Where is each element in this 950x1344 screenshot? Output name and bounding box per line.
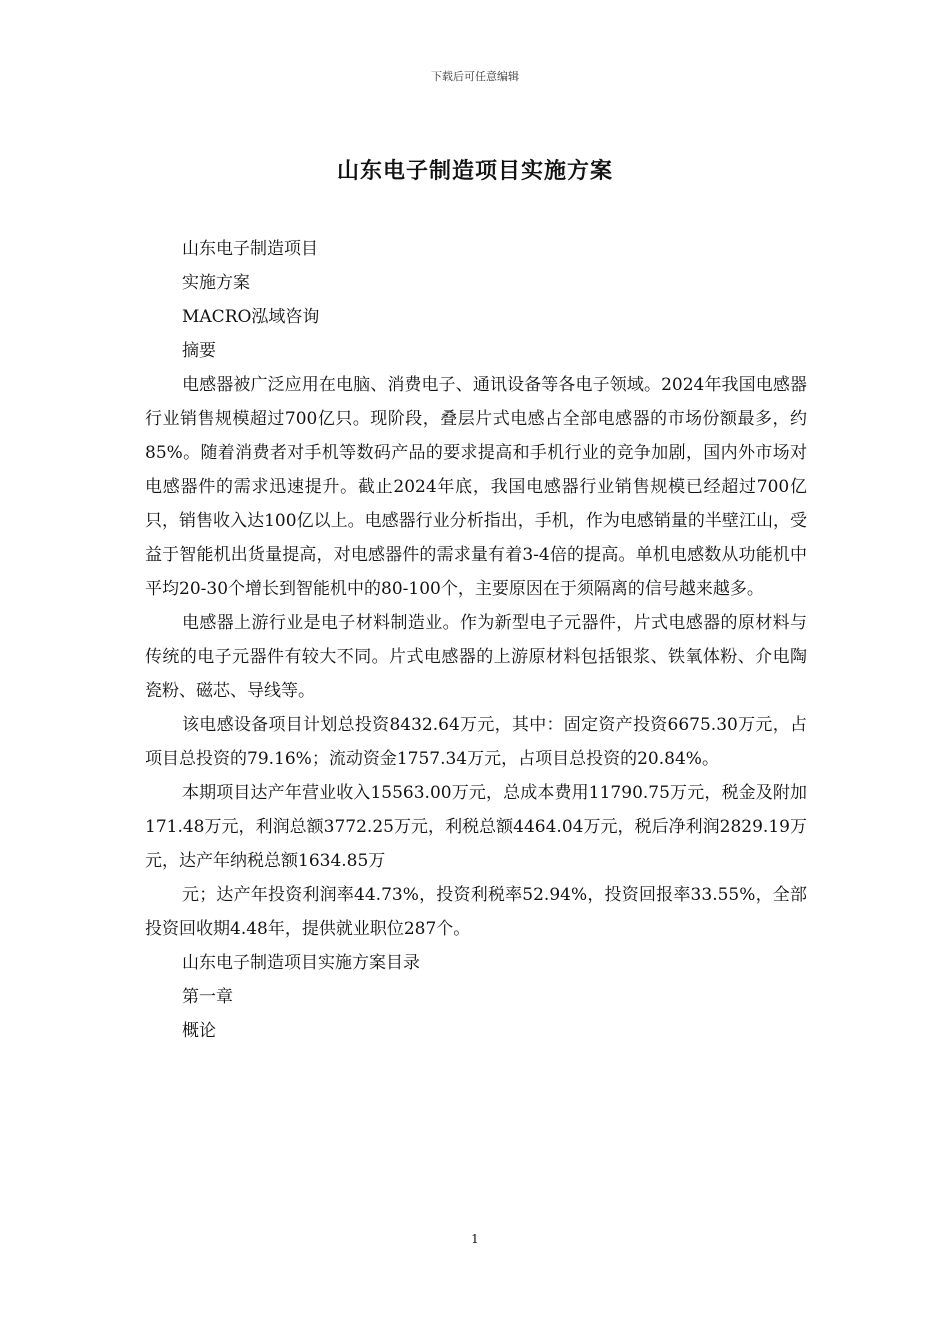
page-number: 1 (471, 1232, 479, 1246)
header-note: 下载后可任意编辑 (431, 70, 519, 83)
document-body (145, 232, 807, 1048)
company-line: MACRO泓域咨询 (182, 307, 320, 327)
paragraph-investment: 该电感设备项目计划总投资8432.64万元，其中：固定资产投资6675.30万元，占项目总投资的79.16%；流动资金1757.34万元，占项目总投资的20.84%。 (145, 715, 807, 769)
project-name-line: 山东电子制造项目 (182, 239, 318, 259)
abstract-heading: 摘要 (182, 341, 216, 361)
toc-heading: 山东电子制造项目实施方案目录 (182, 953, 420, 973)
plan-line: 实施方案 (182, 273, 250, 293)
paragraph-market: 电感器被广泛应用在电脑、消费电子、通讯设备等各电子领域。2024年我国电感器行业销售规模超过700亿只。现阶段，叠层片式电感占全部电感器的市场份额最多，约85%。随着消费者对手机等数码产品的要求提高和手机行业的竞争加剧，国内外市场对电感器件的需求迅速提升。截止2024年底，我国电感器行业销售规模已经超过700亿只，销售收入达100亿以上。电感器行业分析指出，手机，作为电感销量的半壁江山，受益于智能机出货量提高，对电感器件的需求量有着3-4倍的提高。单机电感数从功能机中平均20-30个增长到智能机中的80-100个，主要原因在于须隔离的信号越来越多。 (145, 375, 807, 599)
paragraph-upstream: 电感器上游行业是电子材料制造业。作为新型电子元器件，片式电感器的原材料与传统的电子元器件有较大不同。片式电感器的上游原材料包括银浆、铁氧体粉、介电陶瓷粉、磁芯、导线等。 (145, 613, 807, 701)
paragraph-revenue: 本期项目达产年营业收入15563.00万元，总成本费用11790.75万元，税金及附加171.48万元，利润总额3772.25万元，利税总额4464.04万元，税后净利润2829.19万元，达产年纳税总额1634.85万 (145, 783, 807, 871)
paragraph-returns: 元；达产年投资利润率44.73%，投资利税率52.94%，投资回报率33.55%，全部投资回收期4.48年，提供就业职位287个。 (145, 885, 807, 939)
toc-chapter-title: 概论 (182, 1021, 216, 1041)
document-title: 山东电子制造项目实施方案 (336, 158, 613, 184)
toc-chapter: 第一章 (182, 987, 233, 1007)
